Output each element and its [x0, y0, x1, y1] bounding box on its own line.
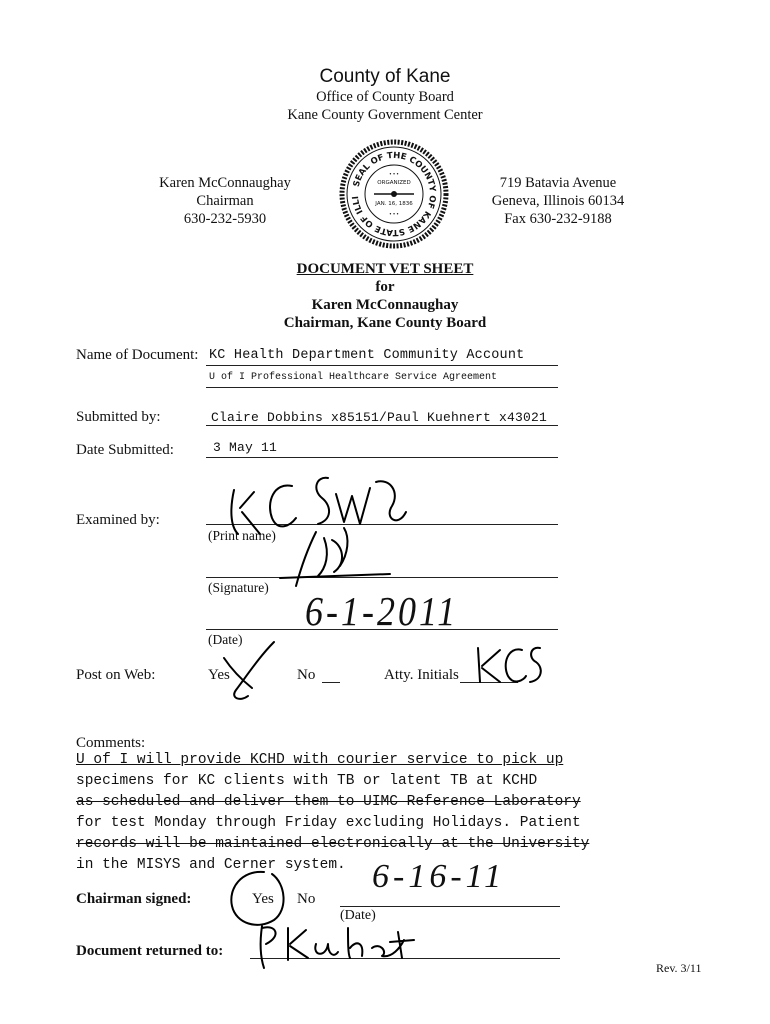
document-returned-label: Document returned to:	[76, 943, 224, 959]
comment-line-4: for test Monday through Friday excluding Holidays. Patient	[76, 815, 581, 831]
chairman-yes: Yes	[252, 891, 274, 907]
vet-for: for	[375, 279, 395, 295]
date-submitted-label: Date Submitted:	[76, 442, 174, 458]
revision-label: Rev. 3/11	[656, 961, 702, 975]
comment-line-1: U of I will provide KCHD with courier service to pick up	[76, 752, 564, 768]
address-city: Geneva, Illinois 60134	[491, 193, 625, 209]
post-web-no: No	[297, 667, 316, 683]
signature-caption: (Signature)	[208, 580, 269, 595]
address-contact	[478, 174, 638, 228]
post-web-yes: Yes	[208, 667, 230, 683]
comments-block	[76, 750, 589, 876]
chairman-signed-label: Chairman signed:	[76, 891, 192, 907]
vet-name: Karen McConnaughay	[311, 297, 459, 313]
svg-text:• • •: • • •	[389, 172, 399, 178]
svg-text:• • •: • • •	[389, 212, 399, 218]
office-line: Office of County Board	[316, 89, 454, 105]
county-title: County of Kane	[319, 66, 451, 87]
chairman-contact	[140, 174, 310, 228]
name-of-document-label: Name of Document:	[76, 347, 199, 363]
date-caption: (Date)	[208, 632, 243, 647]
post-on-web-label: Post on Web:	[76, 667, 156, 683]
vet-role: Chairman, Kane County Board	[283, 315, 487, 331]
county-seal	[338, 138, 450, 250]
atty-initials-label: Atty. Initials	[384, 667, 459, 683]
vet-sheet-heading	[0, 260, 770, 332]
chairman-name: Karen McConnaughay	[159, 175, 291, 191]
seal-text: SEAL OF THE COUNTY OF KANE STATE OF ILLI	[351, 150, 438, 238]
comments-label: Comments:	[76, 735, 146, 751]
chairman-signed-date-handwritten: 6-16-11	[372, 858, 506, 895]
returned-to-handwritten-signature	[252, 918, 432, 974]
comment-line-5: records will be maintained electronically at the University	[76, 836, 590, 852]
address-street: 719 Batavia Avenue	[499, 175, 617, 191]
document-name-value: KC Health Department Community Account	[209, 348, 525, 363]
government-center-line: Kane County Government Center	[287, 107, 483, 123]
chairman-no: No	[297, 891, 316, 907]
print-name-caption: (Print name)	[208, 528, 276, 543]
chairman-role: Chairman	[196, 193, 254, 209]
comment-line-3: as scheduled and deliver them to UIMC Reference Laboratory	[76, 794, 581, 810]
comment-line-2: specimens for KC clients with TB or latent TB at KCHD	[76, 773, 538, 789]
chairman-date-caption: (Date)	[340, 908, 376, 923]
submitted-by-value: Claire Dobbins x85151/Paul Kuehnert x43021	[211, 410, 548, 425]
examined-by-label: Examined by:	[76, 512, 160, 528]
date-submitted-value: 3 May 11	[213, 440, 278, 455]
atty-initials-handwritten-icon	[470, 640, 550, 690]
fax-number: Fax 630-232-9188	[504, 211, 612, 227]
comment-line-6: in the MISYS and Cerner system.	[76, 857, 346, 873]
vet-sheet-title: DOCUMENT VET SHEET	[296, 261, 474, 277]
seal-date: JAN. 16, 1836	[375, 201, 413, 207]
submitted-by-label: Submitted by:	[76, 409, 161, 425]
document-subtitle-value: U of I Professional Healthcare Service Agreement	[209, 372, 498, 383]
seal-organized: ORGANIZED	[377, 180, 411, 186]
yes-checkmark-icon	[218, 636, 288, 706]
examined-date-handwritten: 6-1-2011	[305, 588, 459, 634]
chairman-phone: 630-232-5930	[183, 211, 267, 227]
